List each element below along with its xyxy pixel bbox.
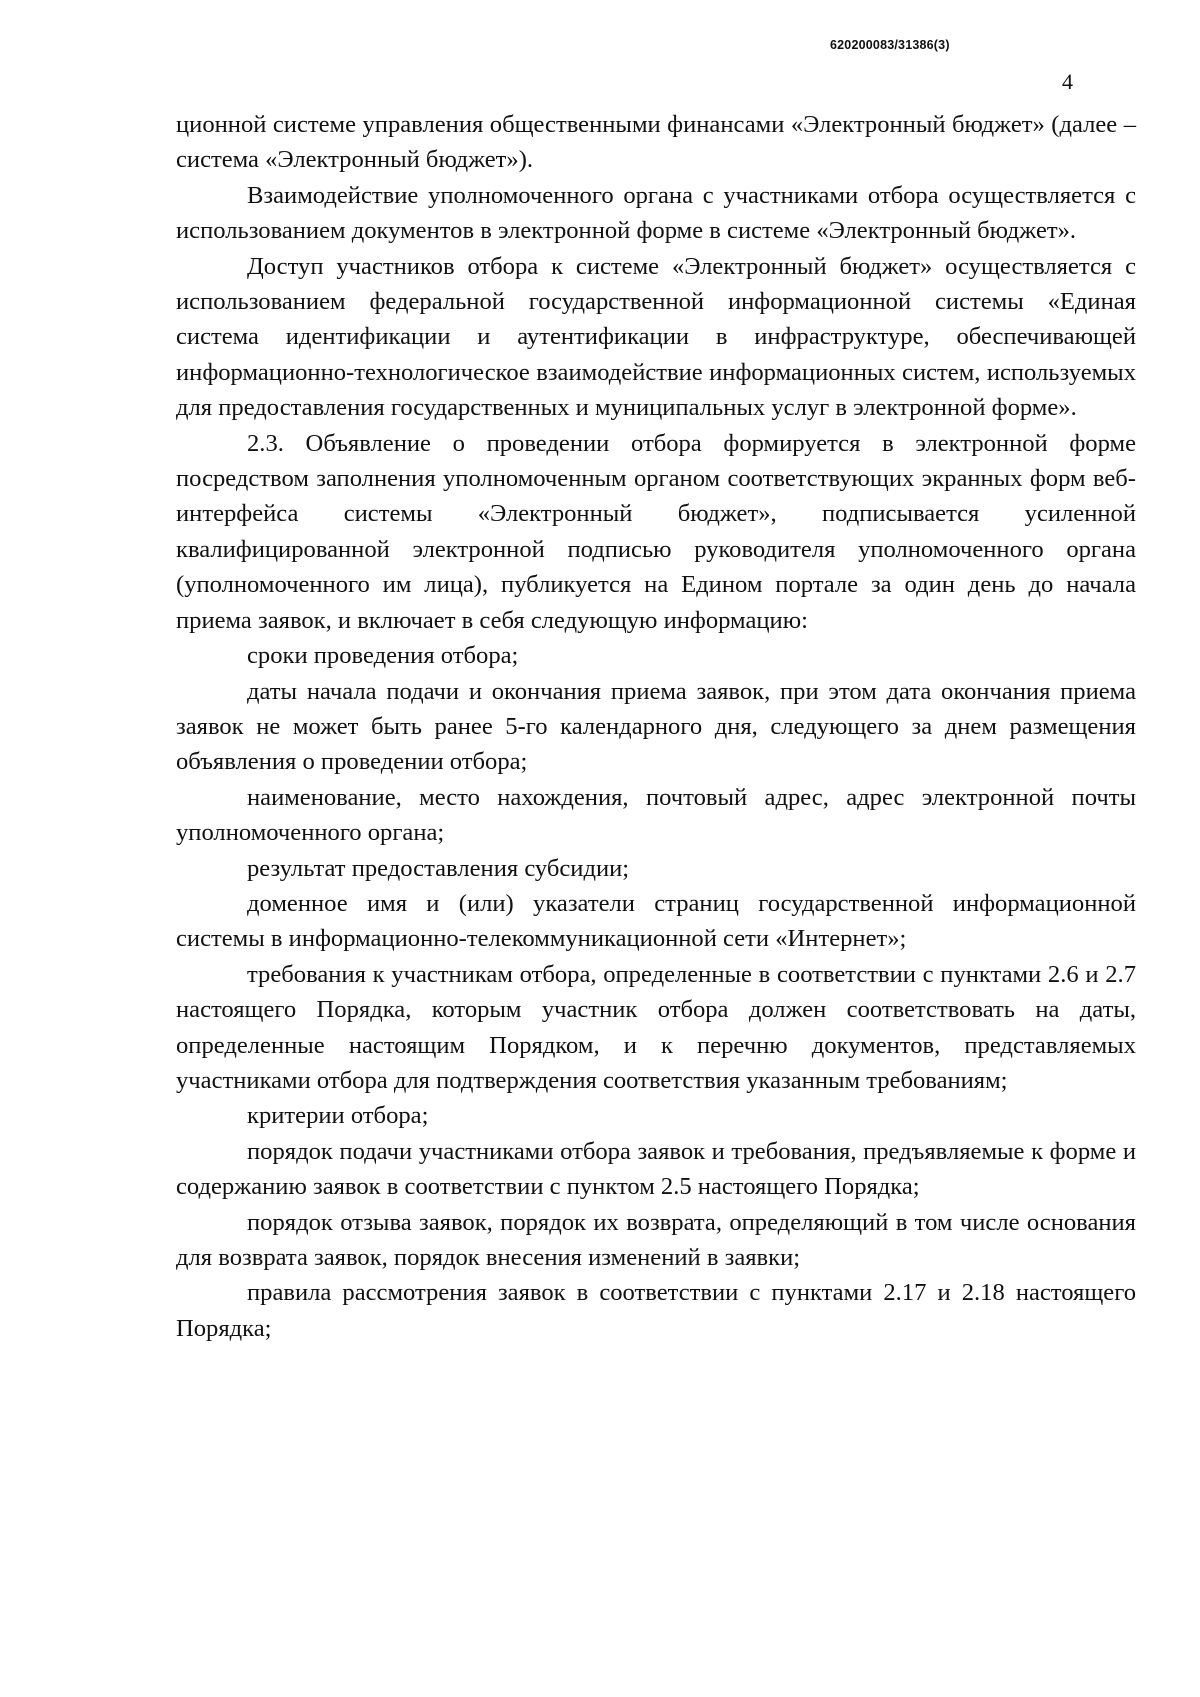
paragraph-2-3-announcement: 2.3. Объявление о проведении отбора формируется в электронной форме посредством заполнения уполномоченным органом соответствующих экранных форм веб-интерфейса системы «Электронный бюджет», подписывается усиленной квалифицированной электронной подписью руководителя уполномоченного органа (уполномоченного им лица), публикуется на Едином портале за один день до начала приема заявок, и включает в себя следующую информацию: xyxy=(176,429,1136,634)
list-item-participant-requirements: требования к участникам отбора, определенные в соответствии с пунктами 2.6 и 2.7 настоящего Порядка, которым участник отбора должен соответствовать на даты, определенные настоящим Порядком, и к перечню документов, представляемых участниками отбора для подтверждения соответствия указанным требованиям; xyxy=(176,960,1136,1094)
paragraph-continuation: ционной системе управления общественными финансами «Электронный бюджет» (далее – система «Электронный бюджет»). xyxy=(176,111,1136,174)
list-item-withdrawal-procedure: порядок отзыва заявок, порядок их возврата, определяющий в том числе основания для возврата заявок, порядок внесения изменений в заявки; xyxy=(176,1208,1136,1271)
document-registration-number: 620200083/31386(3) xyxy=(830,38,950,52)
list-item-authority-details: наименование, место нахождения, почтовый адрес, адрес электронной почты уполномоченного органа; xyxy=(176,783,1136,847)
page-number: 4 xyxy=(1062,69,1073,94)
list-item-domain-name: доменное имя и (или) указатели страниц государственной информационной системы в информационно-телекоммуникационной сети «Интернет»; xyxy=(176,889,1136,953)
list-item-subsidy-result: результат предоставления субсидии; xyxy=(247,854,630,882)
list-item-review-rules: правила рассмотрения заявок в соответствии с пунктами 2.17 и 2.18 настоящего Порядка; xyxy=(176,1279,1136,1342)
list-item-selection-dates: сроки проведения отбора; xyxy=(247,642,519,670)
paragraph-interaction: Взаимодействие уполномоченного органа с участниками отбора осуществляется с использованием документов в электронной форме в системе «Электронный бюджет». xyxy=(176,181,1136,245)
list-item-submission-procedure: порядок подачи участниками отбора заявок и требования, предъявляемые к форме и содержанию заявок в соответствии с пунктом 2.5 настоящего Порядка; xyxy=(176,1137,1136,1201)
list-item-application-dates: даты начала подачи и окончания приема заявок, при этом дата окончания приема заявок не может быть ранее 5-го календарного дня, следующего за днем размещения объявления о проведении отбора; xyxy=(176,677,1136,776)
paragraph-access: Доступ участников отбора к системе «Электронный бюджет» осуществляется с использованием федеральной государственной информационной системы «Единая система идентификации и аутентификации в инфраструктуре, обеспечивающей информационно-технологическое взаимодействие информационных систем, используемых для предоставления государственных и муниципальных услуг в электронной форме». xyxy=(176,252,1136,422)
list-item-selection-criteria: критерии отбора; xyxy=(247,1102,429,1130)
document-body xyxy=(176,107,1136,1346)
